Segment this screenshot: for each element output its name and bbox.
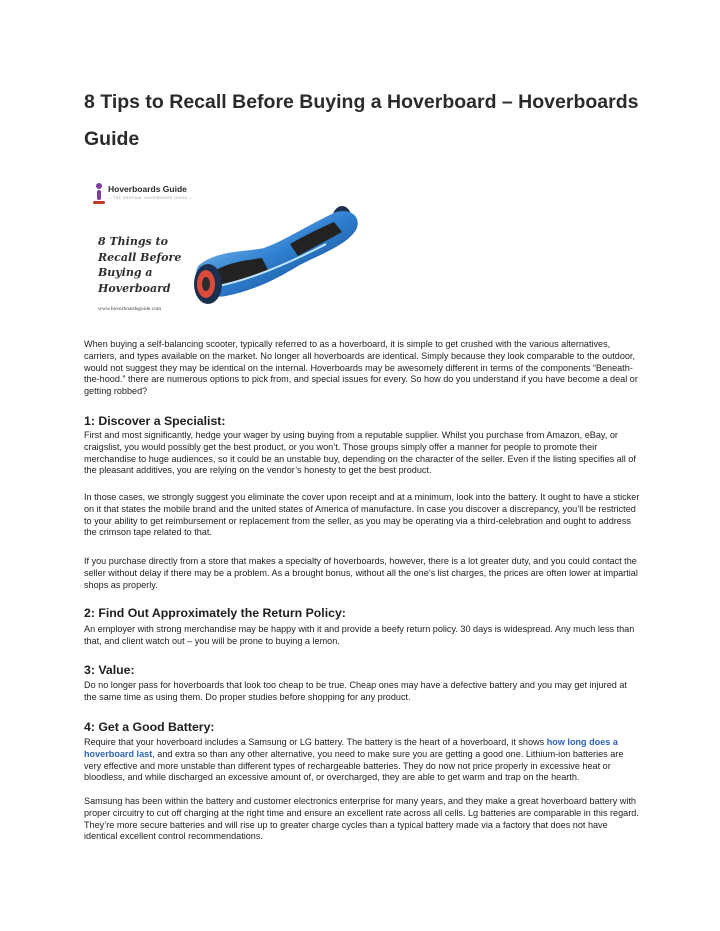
page-title: 8 Tips to Recall Before Buying a Hoverboard – Hoverboards Guide xyxy=(84,91,639,150)
hero-line: 8 Things to xyxy=(98,235,168,248)
hero-image xyxy=(86,170,368,320)
battery-life-link[interactable]: how long does a hoverboard last xyxy=(84,737,618,759)
person-icon xyxy=(92,182,106,208)
section-heading: 2: Find Out Approximately the Return Policy: xyxy=(84,606,346,620)
brand-name: Hoverboards Guide xyxy=(108,184,187,194)
brand-tagline: — THE ORIGINAL HOVERBOARD GUIDE — xyxy=(108,196,193,200)
paragraph: An employer with strong merchandise may be happy with it and provide a beefy return policy. 30 days is widespread. Any much less than that, and client watch out – you will be prone to buying a lemon. xyxy=(84,624,635,646)
section-heading: 1: Discover a Specialist: xyxy=(84,414,226,428)
paragraph: Samsung has been within the battery and customer electronics enterprise for many years, and they make a great hoverboard battery with proper circuitry to cut off charging at the right time and ensure an excellent rate across all cells. Lg batteries are comparable in this regard. They’re more secure batteries and will rise up to greater charge cycles than a typical battery made via a factory that does not have identical excellent control recommendations. xyxy=(84,796,639,842)
brand-logo xyxy=(92,182,106,213)
text-run: Require that your hoverboard includes a Samsung or LG battery. The battery is the heart of a hoverboard, it shows xyxy=(84,737,547,747)
paragraph: In those cases, we strongly suggest you eliminate the cover upon receipt and at a minimum, look into the battery. It ought to have a sticker on it that states the mobile brand and the united states of America of manufacture. In case you discover a discrepancy, you’ll be restricted to your ability to get reimbursement or replacement from the seller, as you may be operating via a third-celebration and ought to address the crimson tape related to that. xyxy=(84,492,640,538)
intro-paragraph: When buying a self-balancing scooter, typically referred to as a hoverboard, it is simple to get crushed with the various alternatives, carriers, and types available on the market. No longer all hoverboards are identical. Simply because they look comparable to the outdoor, would not suggest they may be identical on the internal. Hoverboards may be awesomely different in terms of the components “Beneath-the-hood.” there are numerous options to pick from, and special issues for every. So how do you understand if you have become a deal or getting robbed? xyxy=(84,339,638,397)
hero-line: Hoverboard xyxy=(98,281,171,295)
text-run: , and extra so than any other alternative, you need to make sure you are getting a good one. Lithium-ion batteries are very effective and more unstable than different types of rechargeable batteries. They do now not price properly in excessive heat or bloodless, and while discharged an excessive amount of, or overcharged, they are able to get warm and trap on the hearth. xyxy=(84,748,624,783)
hero-caption xyxy=(98,234,181,296)
section-heading: 4: Get a Good Battery: xyxy=(84,720,215,734)
section-heading: 3: Value: xyxy=(84,663,135,677)
hero-line: Recall Before xyxy=(98,250,182,264)
hoverboard-image-icon xyxy=(186,200,366,312)
paragraph: If you purchase directly from a store that makes a specialty of hoverboards, however, there is a lot greater duty, and you could contact the seller without delay if there may be a problem. As a brought bonus, without all the one’s list charges, the prices are often lower at impartial shops as properly. xyxy=(84,556,638,590)
paragraph xyxy=(84,737,640,784)
hero-line: Buying a xyxy=(98,266,153,279)
paragraph: Do no longer pass for hoverboards that look too cheap to be true. Cheap ones may have a defective battery and you may get injured at the same time as using them. Do proper studies before shopping for any product. xyxy=(84,680,627,702)
paragraph: First and most significantly, hedge your wager by using buying from a reputable supplier. Whilst you purchase from Amazon, eBay, or craigslist, you would possibly get the best product, or you won’t. Those groups simply offer a manner for people to promote their merchandise to huge audiences, so it could be an unstable buy, depending on the character of the seller. Even if the listing specifies all of the pleasant additives, you are relying on the vendor’s honesty to get the best product. xyxy=(84,430,636,476)
hero-url: www.hoverboardsguide.com xyxy=(98,306,162,312)
